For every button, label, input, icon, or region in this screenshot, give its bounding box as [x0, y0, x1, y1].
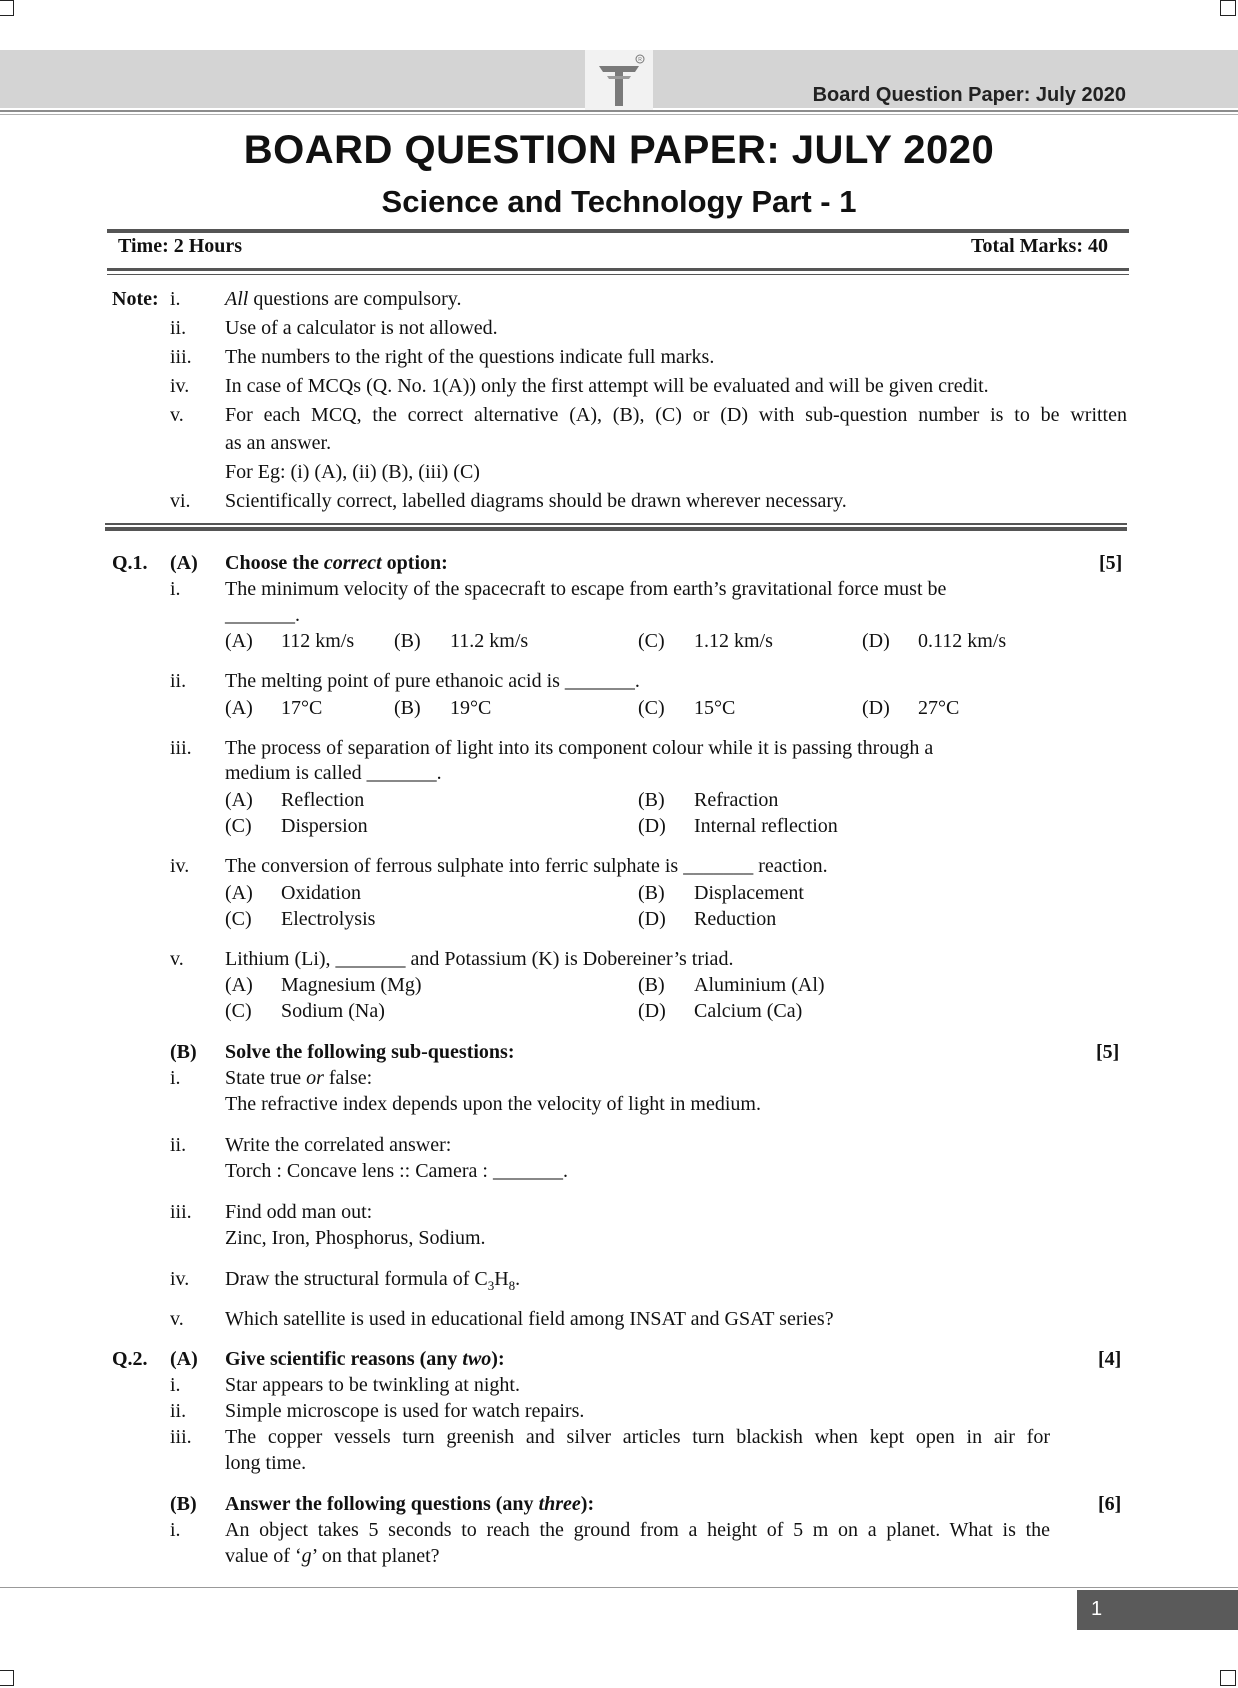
heading-emphasis: two: [462, 1348, 492, 1370]
meta-rule: [107, 268, 1129, 271]
option-text: Reduction: [694, 908, 777, 930]
heading-text: Give scientific reasons (any: [225, 1348, 463, 1370]
crop-mark-bottom-left: [0, 1670, 14, 1686]
question-text: An object takes 5 seconds to reach the ground from a height of 5 m on a planet. What is the: [225, 1519, 1050, 1541]
question-text: [225, 1266, 520, 1299]
option-label: (C): [225, 1000, 252, 1022]
crop-mark-top-right: [1220, 0, 1236, 16]
option-label: (A): [225, 630, 253, 652]
option-text: Calcium (Ca): [694, 1000, 803, 1022]
note-num: ii.: [170, 317, 187, 339]
option-text: Displacement: [694, 882, 804, 904]
question-text: Lithium (Li), _______ and Potassium (K) is Dobereiner’s triad.: [225, 948, 734, 970]
sub-number: ii.: [170, 670, 187, 692]
sub-number: i.: [170, 578, 181, 600]
option-text: 15°C: [694, 697, 736, 719]
question-text: Star appears to be twinkling at night.: [225, 1374, 520, 1396]
note-num: i.: [170, 288, 181, 310]
option-label: (B): [638, 789, 665, 811]
option-text: Dispersion: [281, 815, 368, 837]
option-text: 17°C: [281, 697, 323, 719]
option-label: (A): [225, 789, 253, 811]
q-text: ’ on that planet?: [311, 1545, 440, 1567]
part-heading: [225, 550, 448, 576]
question-text-cont: medium is called _______.: [225, 762, 442, 784]
question-text: Simple microscope is used for watch repairs.: [225, 1400, 585, 1422]
option-text: 112 km/s: [281, 630, 355, 652]
question-text: The melting point of pure ethanoic acid is _______.: [225, 670, 640, 692]
question-blank: _______.: [225, 604, 300, 626]
part-heading: Solve the following sub-questions:: [225, 1041, 515, 1063]
heading-emphasis: correct: [323, 552, 382, 574]
header-rule: [0, 110, 1238, 112]
heading-text: Answer the following questions (any: [225, 1493, 539, 1515]
marks-badge: [5]: [1096, 1041, 1120, 1063]
heading-emphasis: three: [538, 1493, 581, 1515]
crop-mark-top-left: [0, 0, 14, 16]
note-rule-thick: [105, 527, 1127, 531]
option-label: (D): [862, 697, 890, 719]
option-text: Refraction: [694, 789, 779, 811]
heading-text: ):: [580, 1493, 595, 1515]
note-item: In case of MCQs (Q. No. 1(A)) only the first attempt will be evaluated and will be given credit.: [225, 375, 989, 397]
note-item: The numbers to the right of the questions indicate full marks.: [225, 346, 715, 368]
meta-rule-thin: [107, 274, 1129, 275]
q-text: H: [494, 1268, 509, 1290]
sub-number: iv.: [170, 1268, 190, 1290]
option-text: Reflection: [281, 789, 365, 811]
note-item: [225, 286, 461, 312]
question-text-cont: [225, 1543, 440, 1569]
question-text-cont: long time.: [225, 1452, 307, 1474]
option-text: Electrolysis: [281, 908, 376, 930]
option-label: (C): [225, 908, 252, 930]
sub-number: iii.: [170, 737, 192, 759]
sub-number: iii.: [170, 1201, 192, 1223]
page-number-badge: [1077, 1590, 1238, 1630]
note-item: Scientifically correct, labelled diagrams should be drawn wherever necessary.: [225, 490, 847, 512]
note-item: For each MCQ, the correct alternative (A), (B), (C) or (D) with sub-question number is to be written: [225, 404, 1127, 426]
question-text: Write the correlated answer:: [225, 1134, 452, 1156]
footer-rule: [0, 1587, 1238, 1588]
part-heading: [225, 1491, 594, 1517]
option-label: (A): [225, 697, 253, 719]
option-text: Magnesium (Mg): [281, 974, 422, 996]
sub-number: i.: [170, 1374, 181, 1396]
heading-text: option:: [381, 552, 448, 574]
question-text: The process of separation of light into its component colour while it is passing through a: [225, 737, 934, 759]
part-label: (A): [170, 1348, 198, 1370]
note-item: Use of a calculator is not allowed.: [225, 317, 498, 339]
question-text-cont: The refractive index depends upon the velocity of light in medium.: [225, 1093, 761, 1115]
note-num: v.: [170, 404, 184, 426]
marks-badge: [5]: [1099, 552, 1123, 574]
note-label: Note:: [112, 288, 159, 310]
option-text: 0.112 km/s: [918, 630, 1007, 652]
sub-number: v.: [170, 1308, 184, 1330]
note-num: vi.: [170, 490, 191, 512]
option-label: (B): [638, 882, 665, 904]
option-label: (D): [638, 1000, 666, 1022]
question-text: The conversion of ferrous sulphate into ferric sulphate is _______ reaction.: [225, 855, 828, 877]
part-label: (A): [170, 552, 198, 574]
subscript: 3: [487, 1278, 495, 1293]
sub-number: i.: [170, 1067, 181, 1089]
crop-mark-bottom-right: [1220, 1670, 1236, 1686]
header-rule-thin: [0, 114, 1238, 115]
total-marks-label: Total Marks: 40: [970, 235, 1108, 257]
option-text: 1.12 km/s: [694, 630, 773, 652]
sub-number: iii.: [170, 1426, 192, 1448]
option-text: Oxidation: [281, 882, 361, 904]
option-text: 19°C: [450, 697, 492, 719]
paper-subtitle: Science and Technology Part - 1: [381, 184, 857, 219]
option-text: 27°C: [918, 697, 960, 719]
note-rule: [105, 523, 1127, 525]
heading-text: Choose the: [225, 552, 324, 574]
option-label: (A): [225, 882, 253, 904]
q-emphasis: or: [306, 1067, 324, 1089]
question-text-cont: Zinc, Iron, Phosphorus, Sodium.: [225, 1227, 486, 1249]
question-text: [225, 1065, 372, 1091]
part-label: (B): [170, 1041, 197, 1063]
q-text: value of ‘: [225, 1545, 302, 1567]
heading-text: ):: [491, 1348, 505, 1370]
note-num: iii.: [170, 346, 192, 368]
question-text-cont: Torch : Concave lens :: Camera : _______.: [225, 1160, 568, 1182]
subscript: 8: [508, 1278, 516, 1293]
sub-number: i.: [170, 1519, 181, 1541]
part-label: (B): [170, 1493, 197, 1515]
sub-number: v.: [170, 948, 184, 970]
option-label: (C): [638, 630, 665, 652]
top-rule: [107, 229, 1129, 233]
option-text: Internal reflection: [694, 815, 838, 837]
q-text: State true: [225, 1067, 307, 1089]
note-text: questions are compulsory.: [248, 288, 462, 310]
question-text: The copper vessels turn greenish and silver articles turn blackish when kept open in air for: [225, 1426, 1050, 1448]
option-label: (C): [225, 815, 252, 837]
option-label: (D): [638, 815, 666, 837]
time-label: Time: 2 Hours: [118, 235, 243, 257]
option-label: (B): [394, 697, 421, 719]
running-header-title: Board Question Paper: July 2020: [812, 84, 1126, 106]
note-item-example: For Eg: (i) (A), (ii) (B), (iii) (C): [225, 461, 480, 483]
option-text: 11.2 km/s: [450, 630, 529, 652]
q-emphasis: g: [301, 1545, 312, 1567]
part-heading: [225, 1346, 505, 1372]
marks-badge: [4]: [1098, 1348, 1122, 1370]
svg-text:R: R: [638, 57, 642, 63]
sub-number: iv.: [170, 855, 190, 877]
option-label: (B): [394, 630, 421, 652]
q-text: .: [515, 1268, 521, 1290]
sub-number: ii.: [170, 1400, 187, 1422]
page-number: 1: [1091, 1598, 1103, 1620]
option-label: (D): [862, 630, 890, 652]
question-number: Q.2.: [112, 1348, 148, 1370]
note-emphasis: All: [225, 288, 249, 310]
paper-title: BOARD QUESTION PAPER: JULY 2020: [243, 128, 995, 172]
note-item-cont: as an answer.: [225, 432, 332, 454]
option-text: Sodium (Na): [281, 1000, 385, 1022]
note-num: iv.: [170, 375, 190, 397]
question-text: The minimum velocity of the spacecraft to escape from earth’s gravitational force must be: [225, 578, 947, 600]
question-number: Q.1.: [112, 552, 148, 574]
option-label: (B): [638, 974, 665, 996]
q-text: Draw the structural formula of C: [225, 1268, 488, 1290]
sub-number: ii.: [170, 1134, 187, 1156]
q-text: false:: [323, 1067, 373, 1089]
question-text: Find odd man out:: [225, 1201, 373, 1223]
marks-badge: [6]: [1098, 1493, 1122, 1515]
publisher-logo-icon: [585, 50, 653, 110]
option-label: (C): [638, 697, 665, 719]
question-text: Which satellite is used in educational field among INSAT and GSAT series?: [225, 1308, 834, 1330]
option-label: (D): [638, 908, 666, 930]
option-text: Aluminium (Al): [694, 974, 825, 996]
option-label: (A): [225, 974, 253, 996]
